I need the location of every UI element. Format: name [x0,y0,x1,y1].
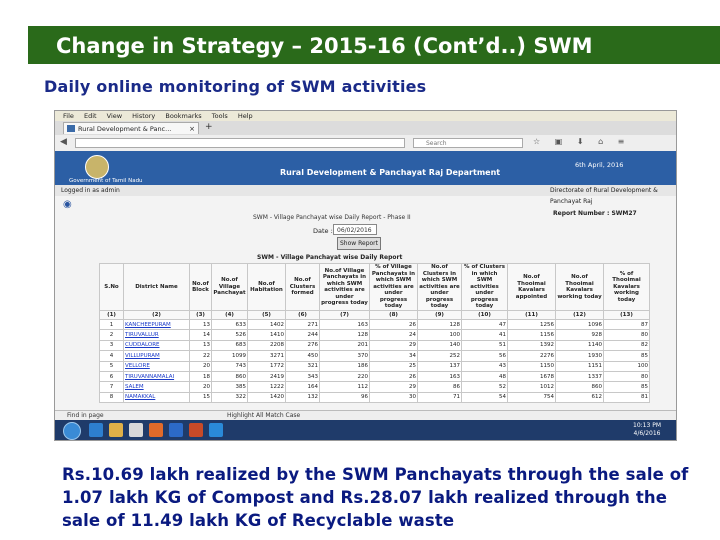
report-table [99,263,650,403]
table-cell: 34 [370,351,418,361]
table-cell: 112 [320,382,370,392]
table-cell: 18 [190,371,212,381]
column-number: (11) [508,311,556,320]
table-cell: 321 [286,361,320,371]
table-cell: 612 [556,392,604,402]
taskbar-clock [633,422,661,438]
table-cell: 5 [100,361,124,371]
table-cell: 1337 [556,371,604,381]
table-cell: 1930 [556,351,604,361]
date-field[interactable]: 06/02/2016 [333,224,377,235]
district-link[interactable]: TIRUVANNAMALAI [124,371,190,381]
table-cell: 54 [462,392,508,402]
column-header: S.No [100,264,124,311]
table-cell: 1 [100,320,124,330]
table-cell: 6 [100,371,124,381]
table-cell: 128 [418,320,462,330]
site-header [55,151,676,185]
table-cell: 322 [212,392,248,402]
column-number: (12) [556,311,604,320]
district-link[interactable]: CUDDALORE [124,340,190,350]
windows-taskbar [55,420,676,440]
column-number: (4) [212,311,248,320]
table-cell: 860 [212,371,248,381]
table-cell: 1392 [508,340,556,350]
table-cell: 81 [604,392,650,402]
table-cell: 7 [100,382,124,392]
clock-date: 4/6/2016 [633,430,661,437]
table-cell: 96 [320,392,370,402]
table-body [100,320,650,403]
government-label: Government of Tamil Nadu [69,178,143,184]
table-cell: 128 [320,330,370,340]
table-cell: 24 [370,330,418,340]
tab-label: Rural Development & Panc... [78,125,172,133]
table-header-row [100,264,650,311]
table-row [100,340,650,350]
government-emblem-icon [85,155,109,179]
table-cell: 186 [320,361,370,371]
directorate-link[interactable]: Directorate of Rural Development & Panchayat Raj [550,187,658,205]
browser-tab[interactable] [63,122,199,134]
column-number: (7) [320,311,370,320]
slide-title: Change in Strategy – 2015-16 (Cont’d..) SWM [56,34,593,58]
column-number-row [100,311,650,320]
column-number: (5) [248,311,286,320]
table-cell: 754 [508,392,556,402]
column-number: (3) [190,311,212,320]
table-cell: 743 [212,361,248,371]
table-cell: 928 [556,330,604,340]
table-row [100,382,650,392]
table-cell: 244 [286,330,320,340]
table-cell: 13 [190,340,212,350]
table-cell: 633 [212,320,248,330]
table-cell: 13 [190,320,212,330]
table-cell: 220 [320,371,370,381]
column-header: No.of Village Panchayat [212,264,248,311]
table-cell: 26 [370,371,418,381]
table-cell: 1410 [248,330,286,340]
table-cell: 30 [370,392,418,402]
table-cell: 4 [100,351,124,361]
home-icon[interactable]: ◉ [63,199,72,210]
table-cell: 1402 [248,320,286,330]
department-name: Rural Development & Panchayat Raj Department [280,168,501,177]
table-cell: 20 [190,382,212,392]
table-cell: 385 [212,382,248,392]
table-cell: 1099 [212,351,248,361]
find-options[interactable]: Highlight All Match Case [227,412,301,419]
table-cell: 201 [320,340,370,350]
table-cell: 71 [418,392,462,402]
table-cell: 20 [190,361,212,371]
table-cell: 80 [604,330,650,340]
table-cell: 48 [462,371,508,381]
table-cell: 41 [462,330,508,340]
table-cell: 343 [286,371,320,381]
table-cell: 450 [286,351,320,361]
district-link[interactable]: KANCHEEPURAM [124,320,190,330]
table-cell: 1150 [508,361,556,371]
slide-body-text: Rs.10.69 lakh realized by the SWM Panchayats through the sale of 1.07 lakh KG of Compost and Rs.28.07 lakh realized through the sale of 11.49 lakh KG of Recyclable waste [62,465,689,530]
table-cell: 1012 [508,382,556,392]
title-bar [0,0,720,64]
table-cell: 526 [212,330,248,340]
report-number: Report Number : SWM27 [553,210,637,217]
column-number: (6) [286,311,320,320]
table-row [100,351,650,361]
table-cell: 100 [604,361,650,371]
close-icon[interactable]: × [189,125,195,133]
column-header: No.of Habitation [248,264,286,311]
browser-navbar [55,135,676,152]
district-link[interactable]: TIRUVALLUR [124,330,190,340]
menu-help[interactable]: Help [237,112,253,120]
table-cell: 29 [370,382,418,392]
menu-file[interactable]: File [63,112,74,120]
table-cell: 85 [604,351,650,361]
table-cell: 43 [462,361,508,371]
table-title: SWM - Village Panchayat wise Daily Report [257,254,403,261]
table-cell: 860 [556,382,604,392]
district-link[interactable]: NAMAKKAL [124,392,190,402]
table-cell: 1140 [556,340,604,350]
slide-subtitle: Daily online monitoring of SWM activities [44,77,427,96]
media-player-icon[interactable] [129,423,143,437]
show-report-button[interactable]: Show Report [337,237,381,250]
login-bar [55,185,676,205]
table-cell: 276 [286,340,320,350]
table-cell: 47 [462,320,508,330]
login-status: Logged in as admin [61,187,120,194]
start-button-icon[interactable] [63,422,81,440]
column-header: % of Village Panchayats in which SWM activities are under progress today [370,264,418,311]
menu-bookmarks[interactable]: Bookmarks [165,112,202,120]
column-number: (10) [462,311,508,320]
district-link[interactable]: VILLUPURAM [124,351,190,361]
table-cell: 1256 [508,320,556,330]
table-cell: 1156 [508,330,556,340]
column-number: (2) [124,311,190,320]
menu-history[interactable]: History [132,112,156,120]
table-cell: 137 [418,361,462,371]
table-cell: 3 [100,340,124,350]
internet-explorer-icon[interactable] [89,423,103,437]
column-header: No.of Thooimai Kavalars working today [556,264,604,311]
folder-icon[interactable] [109,423,123,437]
powerpoint-icon[interactable] [189,423,203,437]
table-cell: 29 [370,340,418,350]
district-link[interactable]: VELLORE [124,361,190,371]
table-cell: 1096 [556,320,604,330]
column-number: (8) [370,311,418,320]
browser-tabbar [55,121,676,135]
table-cell: 271 [286,320,320,330]
table-cell: 132 [286,392,320,402]
column-number: (1) [100,311,124,320]
table-cell: 80 [604,371,650,381]
url-bar[interactable] [75,138,405,148]
browser-menubar [55,111,676,121]
table-cell: 3271 [248,351,286,361]
column-number: (9) [418,311,462,320]
table-row [100,392,650,402]
column-header: % of Thooimai Kavalars working today [604,264,650,311]
word-icon[interactable] [169,423,183,437]
table-row [100,371,650,381]
table-cell: 2 [100,330,124,340]
column-header: No.of Clusters formed [286,264,320,311]
menu-view[interactable]: View [106,112,123,120]
toolbar-icons[interactable]: ☆ ▣ ⬇ ⌂ ≡ [533,137,631,146]
table-cell: 2419 [248,371,286,381]
table-cell: 87 [604,320,650,330]
table-cell: 14 [190,330,212,340]
table-cell: 51 [462,340,508,350]
column-header: No.of Thooimai Kavalars appointed [508,264,556,311]
column-header: % of Clusters in which SWM activities under progress today [462,264,508,311]
table-cell: 8 [100,392,124,402]
skype-icon[interactable] [209,423,223,437]
column-number: (13) [604,311,650,320]
column-header: No.of Block [190,264,212,311]
table-cell: 1678 [508,371,556,381]
table-cell: 163 [418,371,462,381]
table-cell: 22 [190,351,212,361]
table-cell: 1420 [248,392,286,402]
table-cell: 370 [320,351,370,361]
table-cell: 82 [604,340,650,350]
table-cell: 163 [320,320,370,330]
table-cell: 2208 [248,340,286,350]
district-link[interactable]: SALEM [124,382,190,392]
column-header: No.of Clusters in which SWM activities are under progress today [419,264,460,310]
browser-screenshot [54,110,677,441]
table-cell: 15 [190,392,212,402]
date-label: Date : [313,227,333,235]
column-header: District Name [124,264,190,311]
table-cell: 1222 [248,382,286,392]
menu-edit[interactable]: Edit [83,112,97,120]
find-in-page-input[interactable]: Find in page [67,412,104,419]
new-tab-icon[interactable]: + [205,122,213,132]
firefox-icon[interactable] [149,423,163,437]
table-cell: 26 [370,320,418,330]
clock-time: 10:13 PM [633,422,661,429]
table-cell: 25 [370,361,418,371]
favicon-icon [67,125,75,132]
table-cell: 1772 [248,361,286,371]
table-cell: 86 [418,382,462,392]
table-cell: 52 [462,382,508,392]
search-input[interactable]: Search [413,138,523,148]
table-row [100,361,650,371]
table-cell: 100 [418,330,462,340]
back-arrow-icon[interactable]: ◀ [60,137,67,147]
table-cell: 164 [286,382,320,392]
table-cell: 683 [212,340,248,350]
menu-tools[interactable]: Tools [211,112,228,120]
report-heading: SWM - Village Panchayat wise Daily Report - Phase II [253,214,411,221]
table-cell: 1151 [556,361,604,371]
table-row [100,320,650,330]
table-cell: 85 [604,382,650,392]
header-date: 6th April, 2016 [575,161,624,169]
table-cell: 140 [418,340,462,350]
table-row [100,330,650,340]
table-cell: 2276 [508,351,556,361]
table-cell: 56 [462,351,508,361]
table-cell: 252 [418,351,462,361]
column-header: No.of Village Panchayats in which SWM activities are under progress today [320,264,370,311]
